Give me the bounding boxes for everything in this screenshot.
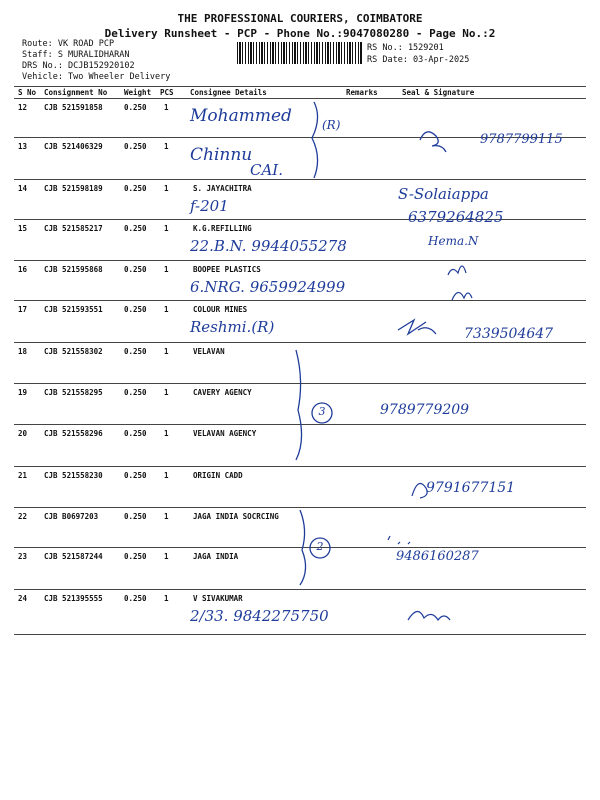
cell-sno: 13 — [18, 142, 28, 151]
handwritten-consignee: 22.B.N. 9944055278 — [190, 237, 347, 255]
cell-pcs: 1 — [164, 305, 169, 314]
cell-cn: CJB 521598189 — [44, 184, 103, 193]
cell-wt: 0.250 — [124, 142, 147, 151]
handwritten-consignee: Chinnu — [190, 145, 253, 165]
sig-name-15: Hema.N — [428, 234, 479, 248]
sig-phone-19: 9789779209 — [380, 402, 470, 418]
cell-wt: 0.250 — [124, 347, 147, 356]
cell-cn: CJB B0697203 — [44, 512, 99, 521]
signature-scribble-16 — [452, 292, 472, 300]
cell-sno: 15 — [18, 224, 28, 233]
cell-cn: CJB 521585217 — [44, 224, 103, 233]
cell-wt: 0.250 — [124, 305, 147, 314]
col-sno: S No — [18, 88, 37, 97]
cell-cn: CJB 521591858 — [44, 103, 103, 112]
sig-name-14: S-Solaiappa — [398, 185, 489, 203]
col-signature: Seal & Signature — [402, 88, 475, 97]
cell-sno: 24 — [18, 594, 28, 603]
col-pcs: PCS — [160, 88, 174, 97]
group-count-2: 2 — [316, 540, 324, 553]
cell-sno: 18 — [18, 347, 28, 356]
cell-sno: 12 — [18, 103, 28, 112]
cell-sno: 19 — [18, 388, 28, 397]
handwritten-consignee: f-201 — [190, 197, 229, 215]
brace-22-23 — [300, 510, 306, 585]
cell-pcs: 1 — [164, 142, 169, 151]
cell-sno: 17 — [18, 305, 28, 314]
signature-scribble-24 — [408, 611, 450, 620]
cell-consignee: S. JAYACHITRA — [193, 184, 252, 193]
signature-scribble-17 — [398, 320, 436, 334]
signature-scribble-12 — [420, 132, 446, 152]
rs-number: RS No.: 1529201 — [367, 43, 444, 53]
cell-cn: CJB 521406329 — [44, 142, 103, 151]
cell-pcs: 1 — [164, 429, 169, 438]
signature-marks-23 — [388, 536, 410, 544]
cell-sno: 21 — [18, 471, 28, 480]
cell-wt: 0.250 — [124, 224, 147, 233]
cell-pcs: 1 — [164, 184, 169, 193]
cell-consignee: VELAVAN — [193, 347, 225, 356]
cell-wt: 0.250 — [124, 184, 147, 193]
cell-pcs: 1 — [164, 224, 169, 233]
cell-sno: 22 — [18, 512, 28, 521]
cell-pcs: 1 — [164, 594, 169, 603]
handwritten-consignee: Reshmi.(R) — [190, 318, 275, 336]
sig-phone-14: 6379264825 — [408, 208, 504, 226]
cell-cn: CJB 521558295 — [44, 388, 103, 397]
vehicle-label: Vehicle: Two Wheeler Delivery — [22, 72, 171, 82]
cell-wt: 0.250 — [124, 552, 147, 561]
cell-wt: 0.250 — [124, 265, 147, 274]
handwritten-consignee: 6.NRG. 9659924999 — [190, 278, 346, 296]
handwritten-consignee-extra: CAI. — [250, 161, 284, 179]
cell-sno: 16 — [18, 265, 28, 274]
cell-consignee: JAGA INDIA — [193, 552, 239, 561]
cell-sno: 23 — [18, 552, 28, 561]
handwritten-consignee: Mohammed — [190, 106, 292, 126]
cell-cn: CJB 521595868 — [44, 265, 103, 274]
cell-consignee: ORIGIN CADD — [193, 471, 243, 480]
cell-wt: 0.250 — [124, 103, 147, 112]
cell-cn: CJB 521558230 — [44, 471, 103, 480]
cell-sno: 14 — [18, 184, 28, 193]
signature-scribble-21 — [412, 484, 427, 499]
cell-wt: 0.250 — [124, 594, 147, 603]
group-count-3: 3 — [318, 405, 326, 418]
cell-pcs: 1 — [164, 552, 169, 561]
remark-r: (R) — [322, 118, 341, 132]
cell-pcs: 1 — [164, 103, 169, 112]
col-consignee: Consignee Details — [190, 88, 267, 97]
cell-pcs: 1 — [164, 388, 169, 397]
col-remarks: Remarks — [346, 88, 378, 97]
sig-phone-17: 7339504647 — [464, 326, 554, 342]
signature-scribble-15 — [448, 266, 466, 275]
company-title: THE PROFESSIONAL COURIERS, COIMBATORE — [177, 12, 423, 25]
cell-cn: CJB 521558302 — [44, 347, 103, 356]
sig-phone-21: 9791677151 — [426, 480, 516, 496]
route-label: Route: VK ROAD PCP — [22, 39, 115, 49]
cell-consignee: K.G.REFILLING — [193, 224, 252, 233]
sig-phone-23: 9486160287 — [396, 549, 479, 564]
cell-pcs: 1 — [164, 471, 169, 480]
runsheet-subtitle: Delivery Runsheet - PCP - Phone No.:9047080280 - Page No.:2 — [104, 27, 496, 40]
staff-label: Staff: S MURALIDHARAN — [22, 50, 130, 60]
cell-cn: CJB 521587244 — [44, 552, 103, 561]
brace-12-13 — [312, 102, 318, 178]
handwritten-consignee: 2/33. 9842275750 — [190, 607, 329, 625]
cell-wt: 0.250 — [124, 429, 147, 438]
cell-consignee: BOOPEE PLASTICS — [193, 265, 261, 274]
cell-consignee: VELAVAN AGENCY — [193, 429, 257, 438]
cell-cn: CJB 521593551 — [44, 305, 103, 314]
cell-pcs: 1 — [164, 265, 169, 274]
cell-wt: 0.250 — [124, 388, 147, 397]
cell-cn: CJB 521395555 — [44, 594, 103, 603]
cell-consignee: V SIVAKUMAR — [193, 594, 243, 603]
cell-pcs: 1 — [164, 347, 169, 356]
cell-consignee: COLOUR MINES — [193, 305, 248, 314]
rs-date: RS Date: 03-Apr-2025 — [367, 55, 470, 65]
cell-cn: CJB 521558296 — [44, 429, 103, 438]
sig-phone-12: 9787799115 — [480, 132, 563, 147]
drs-label: DRS No.: DCJB152920102 — [22, 61, 135, 71]
cell-sno: 20 — [18, 429, 28, 438]
col-weight: Weight — [124, 88, 152, 97]
cell-wt: 0.250 — [124, 471, 147, 480]
col-consignment: Consignment No — [44, 88, 108, 97]
brace-18-20 — [296, 350, 302, 460]
cell-consignee: CAVERY AGENCY — [193, 388, 252, 397]
cell-consignee: JAGA INDIA SOCRCING — [193, 512, 279, 521]
cell-pcs: 1 — [164, 512, 169, 521]
cell-wt: 0.250 — [124, 512, 147, 521]
